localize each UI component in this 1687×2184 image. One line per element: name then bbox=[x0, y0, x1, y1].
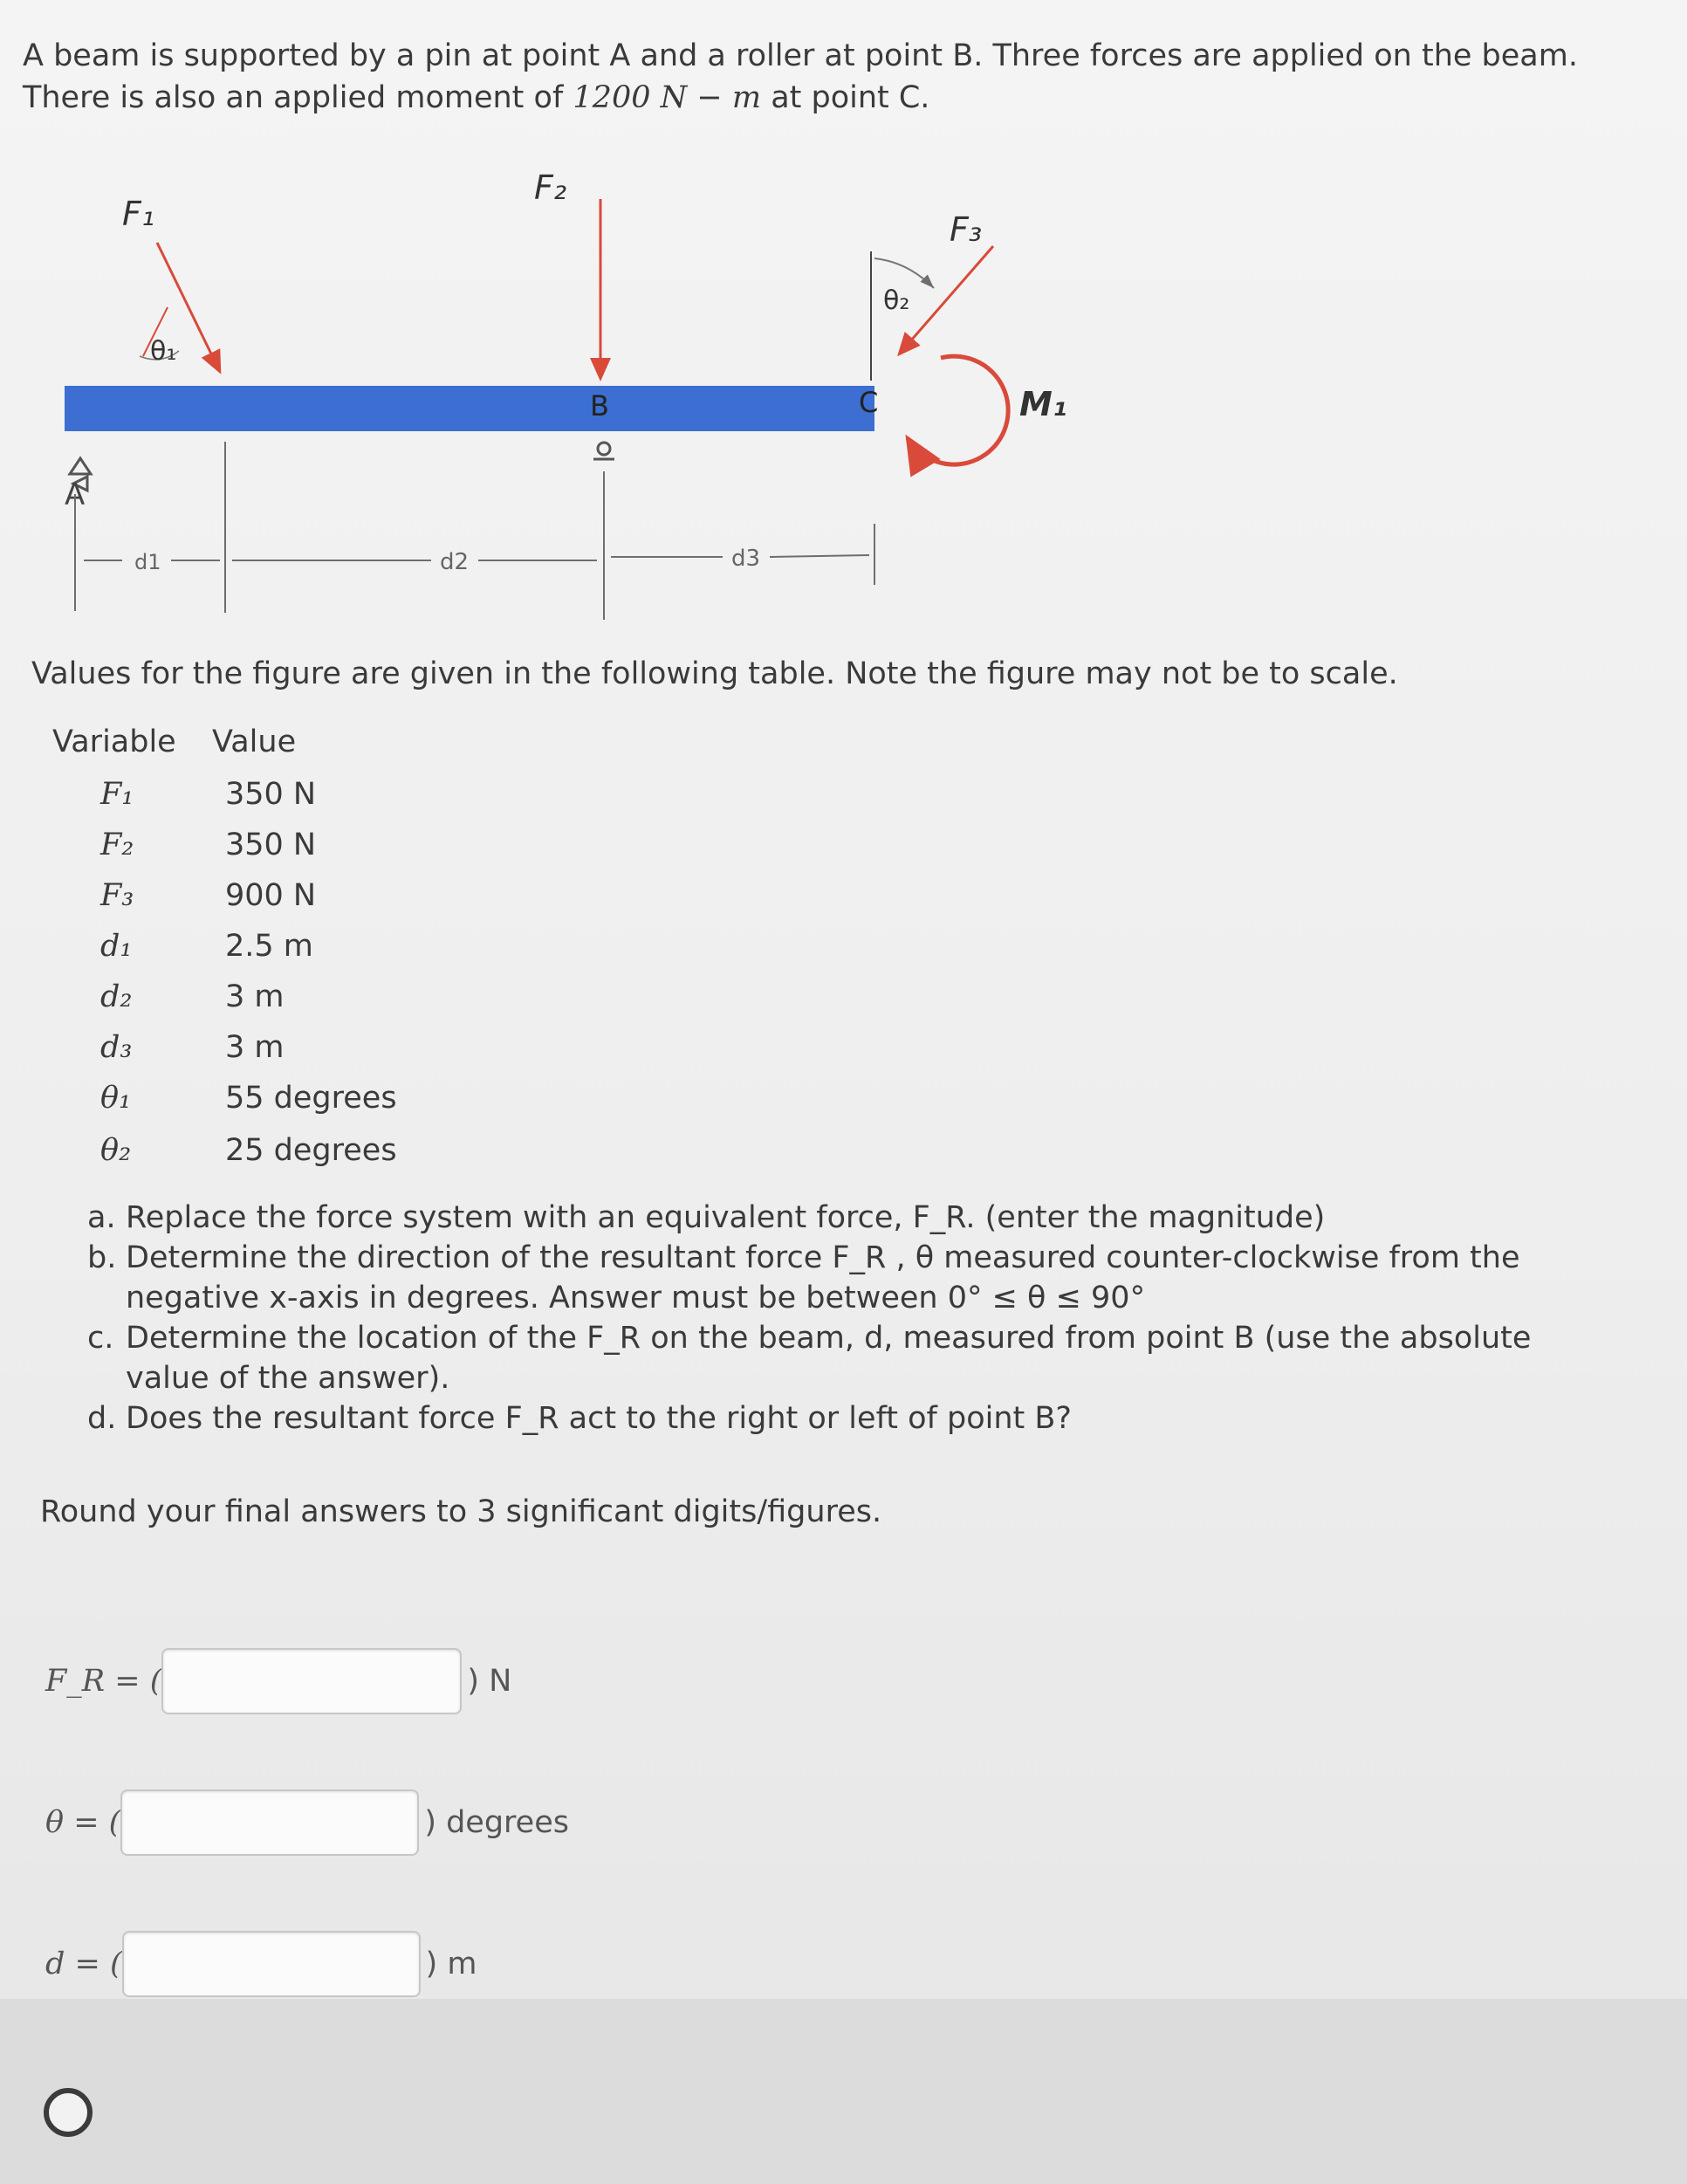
table-cell-variable: F₃ bbox=[100, 878, 134, 913]
roller-support-b bbox=[593, 443, 614, 459]
table-cell-value: 3 m bbox=[225, 979, 285, 1014]
question-text: Does the resultant force F_R act to the right or left of point B? bbox=[126, 1401, 1072, 1436]
problem-line-2-suffix: at point C. bbox=[761, 80, 930, 115]
theta-input[interactable] bbox=[120, 1789, 419, 1856]
label-d2: d2 bbox=[440, 549, 470, 575]
theta2-arc bbox=[874, 258, 934, 288]
question-b bbox=[87, 1238, 1588, 1318]
moment-m1-arrow bbox=[908, 356, 1008, 464]
label-f2: F₂ bbox=[534, 168, 567, 207]
question-text: Replace the force system with an equivalent force, F_R. (enter the magnitude) bbox=[126, 1200, 1326, 1235]
label-b: B bbox=[590, 389, 609, 422]
table-cell-value: 2.5 m bbox=[225, 929, 313, 964]
table-cell-variable: F₁ bbox=[100, 777, 134, 812]
label-d1: d1 bbox=[134, 550, 161, 574]
d-input[interactable] bbox=[122, 1931, 421, 1997]
label-c: C bbox=[859, 386, 879, 419]
rounding-instruction: Round your final answers to 3 significant digits/figures. bbox=[40, 1494, 882, 1529]
table-cell-variable: d₁ bbox=[100, 929, 133, 964]
table-cell-value: 350 N bbox=[225, 777, 317, 812]
problem-statement bbox=[23, 35, 1578, 119]
question-label: c. bbox=[87, 1321, 114, 1356]
answer-theta-row bbox=[45, 1789, 569, 1856]
label-a: A bbox=[65, 477, 86, 512]
table-cell-value: 900 N bbox=[225, 878, 317, 913]
question-text: Determine the location of the F_R on the beam, d, measured from point B (use the absolute value of the answer). bbox=[126, 1321, 1532, 1396]
radio-option[interactable] bbox=[44, 2088, 93, 2137]
label-d3: d3 bbox=[731, 546, 761, 572]
answer-d-unit: ) m bbox=[425, 1947, 477, 1981]
table-cell-value: 55 degrees bbox=[225, 1081, 397, 1116]
question-label: b. bbox=[87, 1240, 117, 1275]
question-label: a. bbox=[87, 1200, 116, 1235]
beam bbox=[65, 386, 874, 431]
label-theta1: θ₁ bbox=[150, 336, 177, 367]
answer-fr-row bbox=[45, 1648, 511, 1714]
answer-d-row bbox=[45, 1931, 477, 1997]
moment-value: 1200 bbox=[573, 80, 651, 115]
table-cell-variable: θ₂ bbox=[100, 1133, 132, 1168]
answer-fr-label: F_R = ( bbox=[45, 1664, 162, 1699]
table-cell-variable: θ₁ bbox=[100, 1081, 132, 1116]
answer-fr-unit: ) N bbox=[467, 1664, 512, 1699]
question-list bbox=[87, 1198, 1588, 1439]
problem-line-2-prefix: There is also an applied moment of bbox=[23, 80, 573, 115]
dimension-lines bbox=[75, 442, 874, 620]
answer-theta-unit: ) degrees bbox=[424, 1805, 569, 1840]
question-a bbox=[87, 1198, 1588, 1238]
problem-line-1: A beam is supported by a pin at point A and a roller at point B. Three forces are applied on the beam. bbox=[23, 38, 1578, 73]
table-header-value: Value bbox=[212, 725, 297, 759]
bottom-panel bbox=[0, 1999, 1687, 2184]
label-f3: F₃ bbox=[950, 210, 983, 249]
problem-line-2 bbox=[23, 77, 1506, 119]
answer-theta-label: θ = ( bbox=[45, 1805, 121, 1840]
figure-note: Values for the figure are given in the following table. Note the figure may not be to scale. bbox=[31, 656, 1398, 691]
fr-input[interactable] bbox=[161, 1648, 462, 1714]
force-f3-arrow bbox=[899, 246, 993, 354]
moment-unit-dash: − bbox=[696, 80, 723, 115]
answer-d-label: d = ( bbox=[45, 1947, 122, 1981]
moment-unit-m: m bbox=[731, 80, 762, 115]
question-d bbox=[87, 1398, 1588, 1439]
table-cell-value: 350 N bbox=[225, 828, 317, 862]
question-c bbox=[87, 1318, 1588, 1398]
table-cell-variable: d₃ bbox=[100, 1030, 133, 1065]
label-m1: M₁ bbox=[1019, 385, 1067, 423]
table-cell-variable: d₂ bbox=[100, 979, 133, 1014]
table-cell-variable: F₂ bbox=[100, 828, 134, 862]
table-cell-value: 25 degrees bbox=[225, 1133, 397, 1168]
moment-unit-n: N bbox=[660, 80, 688, 115]
question-label: d. bbox=[87, 1401, 117, 1436]
label-theta2: θ₂ bbox=[883, 285, 910, 316]
beam-diagram bbox=[0, 148, 1135, 646]
label-f1: F₁ bbox=[122, 195, 155, 233]
table-header-variable: Variable bbox=[52, 725, 176, 759]
question-text: Determine the direction of the resultant force F_R , θ measured counter-clockwise from the negative x-axis in degrees. Answer must be between 0° ≤ θ ≤ 90° bbox=[126, 1240, 1520, 1315]
table-cell-value: 3 m bbox=[225, 1030, 285, 1065]
